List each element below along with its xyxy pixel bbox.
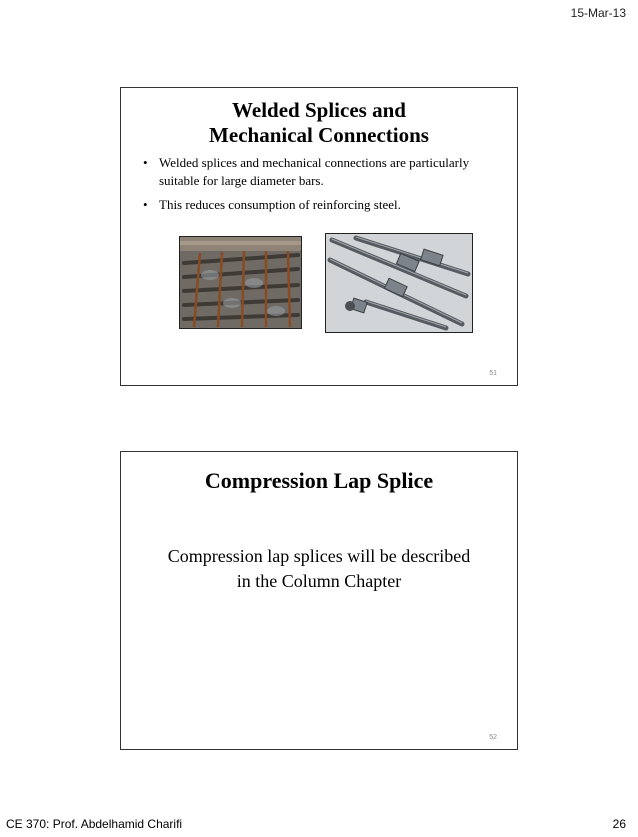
bullet-item [143,196,487,214]
header-date: 15-Mar-13 [570,6,626,20]
bullet-dot-icon: • [143,197,148,212]
mechanical-couplers-photo [325,233,473,333]
slide-body-line-2: in the Column Chapter [236,571,402,591]
slide-body-text [121,544,517,594]
bullet-dot-icon: • [143,155,148,170]
slide-title: Compression Lap Splice [204,468,434,493]
slide-title [121,98,517,148]
bullet-text: This reduces consumption of reinforcing steel. [159,197,401,212]
footer-page-number: 26 [612,817,626,831]
slide-compression-lap-splice [120,451,518,750]
slide-body-line-1: Compression lap splices will be described [167,546,471,566]
bullet-text: Welded splices and mechanical connections are particularly suitable for large diameter bars. [159,155,470,188]
slide-title-line-2: Mechanical Connections [209,123,429,148]
bullet-list [143,154,487,220]
footer-course: CE 370: Prof. Abdelhamid Charifi [6,817,183,831]
slide-title-line-1: Welded Splices and [232,98,406,122]
slide-page-number: 51 [489,370,497,377]
welded-rebar-photo [179,236,302,329]
slide-page-number: 52 [489,734,497,741]
slide-welded-splices [120,87,518,386]
bullet-item [143,154,487,190]
